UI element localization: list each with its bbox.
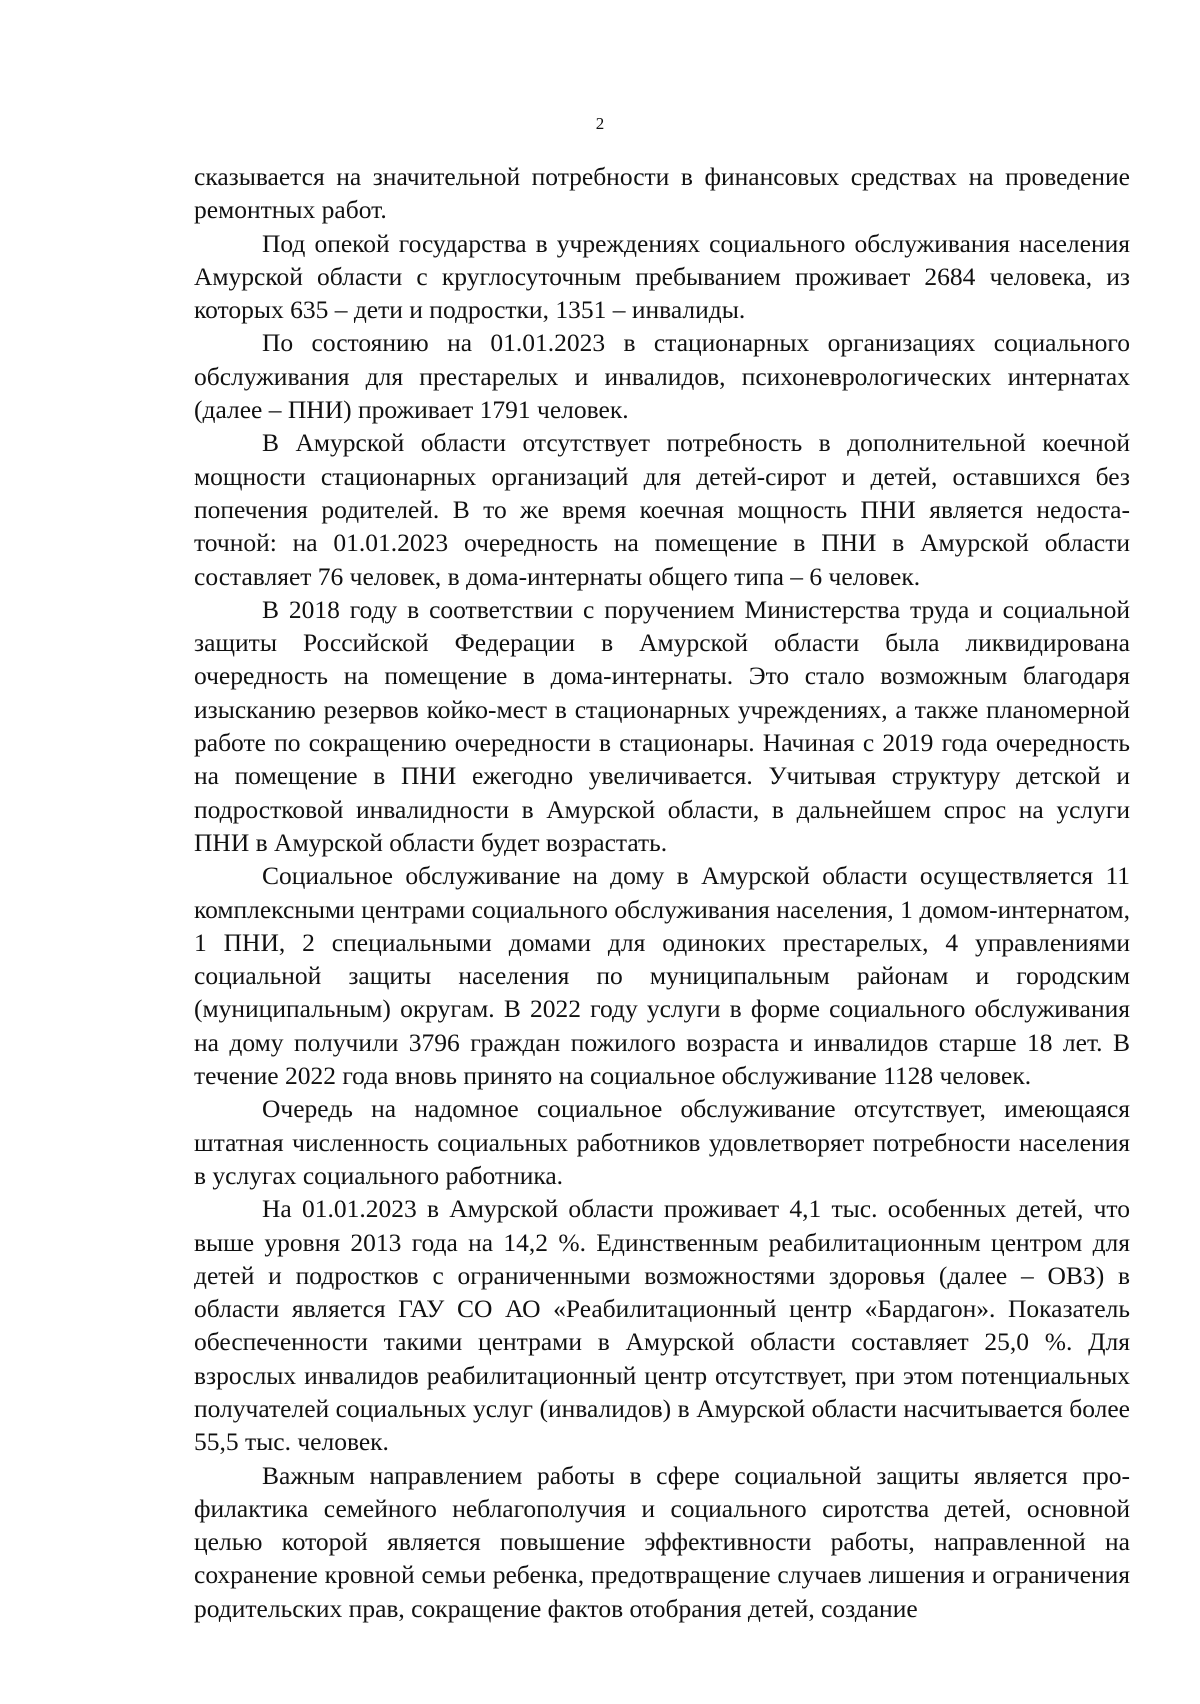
page-number: 2 (595, 114, 605, 133)
paragraph: сказывается на значительной потребности в финансовых средствах на проведение ремонтных работ. (194, 162, 1130, 225)
paragraph: В Амурской области отсутствует потребность в дополнительной коечной мощности стационарных организаций для детей-сирот и детей, оставшихся без попечения родителей. В то же время коечная мощность ПНИ является недостаточной: на 01.01.2023 очередность на помещение в ПНИ в Амурской области составляет 76 человек, в дома-интернаты общего типа – 6 человек. (194, 428, 1130, 591)
body-text (194, 160, 1130, 1625)
paragraph: По состоянию на 01.01.2023 в стационарных организациях социального обслуживания для престарелых и инвалидов, психоневрологических интернатах (далее – ПНИ) проживает 1791 человек. (194, 328, 1130, 425)
paragraph: Очередь на надомное социальное обслуживание отсутствует, имеющаяся штатная численность социальных работников удовлетворяет потребности населения в услугах социального работника. (194, 1094, 1130, 1190)
paragraph: На 01.01.2023 в Амурской области проживает 4,1 тыс. особенных детей, что выше уровня 2013 года на 14,2 %. Единственным реабилитационным центром для детей и подростков с ограниченными возможностями здоровья (далее – ОВЗ) в области является ГАУ СО АО «Реабилитационный центр «Бардагон». Показатель обеспеченности такими центрами в Амурской области составляет 25,0 %. Для взрослых инвалидов реабилитационный центр отсутствует, при этом потенциальных получателей социальных услуг (инвалидов) в Амурской области насчитывается более 55,5 тыс. человек. (194, 1194, 1130, 1457)
paragraph: Под опекой государства в учреждениях социального обслуживания населения Амурской области с круглосуточным пребыванием проживает 2684 человека, из которых 635 – дети и подростки, 1351 – инвалиды. (194, 228, 1130, 325)
paragraph: В 2018 году в соответствии с поручением Министерства труда и социальной защиты Российской Федерации в Амурской области была ликвидирована очередность на помещение в дома-интернаты. Это стало возможным благодаря изысканию резервов койко-мест в стационарных учреждениях, а также планомерной работе по сокращению очередности в стационары. Начиная с 2019 года очередность на помещение в ПНИ ежегодно увеличивается. Учитывая структуру детской и подростковой инвалидности в Амурской области, в дальнейшем спрос на услуги ПНИ в Амурской области будет возрастать. (194, 594, 1130, 857)
paragraph: Социальное обслуживание на дому в Амурской области осуществляется 11 комплексными центрами социального обслуживания населения, 1 домом-интернатом, 1 ПНИ, 2 специальными домами для одиноких престарелых, 4 управлениями социальной защиты населения по муниципальным районам и городским (муниципальным) округам. В 2022 году услуги в форме социального обслуживания на дому получили 3796 граждан пожилого возраста и инвалидов старше 18 лет. В течение 2022 года вновь принято на социальное обслуживание 1128 человек. (194, 861, 1130, 1091)
paragraph: Важным направлением работы в сфере социальной защиты является профилактика семейного неблагополучия и социального сиротства детей, основной целью которой является повышение эффективности работы, направленной на сохранение кровной семьи ребенка, предотвращение случаев лишения и ограничения родительских прав, сокращение фактов отобрания детей, создание (194, 1460, 1130, 1623)
